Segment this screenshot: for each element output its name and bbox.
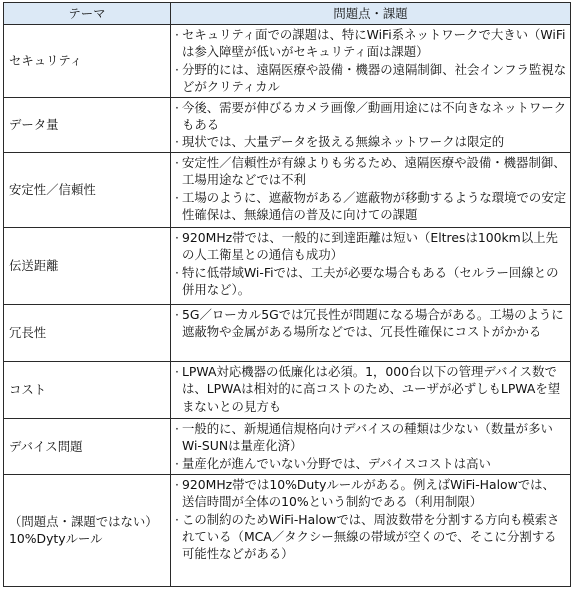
list-item: · この制約のためWiFi-Halowでは、周波数帯を分割する方向も模索されている（MCA／タクシー無線の帯域が空くので、そこに分割する可能性などがある） <box>175 511 567 563</box>
topic-cell <box>4 227 171 304</box>
header-row <box>4 3 571 25</box>
list-item: · 安定性／信頼性が有線よりも劣るため、遠隔医療や設備・機器制御、工場用途などでは不利 <box>175 154 566 188</box>
point-text: この制約のためWiFi-Halowでは、周波数帯を分割する方向も模索されている（MCA／タクシー無線の帯域が空くので、そこに分割する可能性などがある） <box>182 511 560 562</box>
issues-cell <box>171 304 571 361</box>
point-text: 今後、需要が伸びるカメラ画像／動画用途には不向きなネットワークもある <box>182 99 567 133</box>
point-text: LPWA対応機器の低廉化は必須。1，000台以下の管理デバイス数では、LPWAは相対的に高コストのため、ユーザが必ずしもLPWAを望まないとの見方も <box>182 363 561 414</box>
point-text: 一般的に、新規通信規格向けデバイスの種類は少ない（数量が多いWi-SUNは量産化済） <box>182 420 553 454</box>
topic-label: 10%Dytyルール <box>9 531 103 547</box>
point-text: 特に低帯域Wi-Fiでは、工夫が必要な場合もある（セルラー回線との併用など）。 <box>182 264 559 298</box>
point-text: 5G／ローカル5Gでは冗長性が問題になる場合がある。工場のように遮蔽物や金属がある場所などでは、冗長性確保にコストがかかる <box>182 306 564 340</box>
issues-cell <box>171 227 571 304</box>
header-theme: テーマ <box>4 3 171 25</box>
issues-cell <box>171 361 571 418</box>
topic-label: デバイス問題 <box>9 438 83 454</box>
list-item: · 現状では、大量データを扱える無線ネットワークは限定的 <box>175 133 567 150</box>
list-item: · 分野的には、遠隔医療や設備・機器の遠隔制御、社会インフラ監視などがクリティカル <box>175 61 567 95</box>
table-row <box>4 97 571 152</box>
topic-label: データ量 <box>9 117 59 133</box>
issues-cell <box>171 152 571 227</box>
issues-cell <box>171 418 571 474</box>
topic-cell <box>4 97 171 152</box>
issues-cell <box>171 474 571 586</box>
point-text: 分野的には、遠隔医療や設備・機器の遠隔制御、社会インフラ監視などがクリティカル <box>182 61 567 95</box>
point-text: セキュリティ面での課題は、特にWiFi系ネットワークで大きい（WiFiは参入障壁が低いがセキュリティ面は課題） <box>182 27 566 60</box>
topic-cell <box>4 361 171 418</box>
point-text: 量産化が進んでいない分野では、デバイスコストは高い <box>182 455 491 471</box>
list-item: · 920MHz帯では、一般的に到達距離は短い（Eltresは100km以上先の人工衛星との通信も成功） <box>175 229 567 264</box>
topic-cell <box>4 304 171 361</box>
topic-label: セキュリティ <box>9 53 83 69</box>
topic-label: 安定性／信頼性 <box>9 182 96 198</box>
list-item: · 920MHz帯では10%Dutyルールがある。例えばWiFi-Halowでは、送信時間が全体の10%という制約である（利用制限） <box>175 476 567 511</box>
list-item: · 工場のように、遮蔽物がある／遮蔽物が移動するような環境での安定性確保は、無線通信の普及に向けての課題 <box>175 189 567 223</box>
list-item: · LPWA対応機器の低廉化は必須。1，000台以下の管理デバイス数では、LPWAは相対的に高コストのため、ユーザが必ずしもLPWAを望まないとの見方も <box>175 363 567 415</box>
topic-label: 冗長性 <box>9 325 47 341</box>
list-item: · 量産化が進んでいない分野では、デバイスコストは高い <box>175 455 567 472</box>
point-text: 安定性／信頼性が有線よりも劣るため、遠隔医療や設備・機器制御、工場用途などでは不利 <box>182 154 566 188</box>
list-item: · 今後、需要が伸びるカメラ画像／動画用途には不向きなネットワークもある <box>175 99 567 133</box>
topic-label: （問題点・課題ではない） <box>9 514 158 530</box>
table-row <box>4 304 571 361</box>
list-item: · 5G／ローカル5Gでは冗長性が問題になる場合がある。工場のように遮蔽物や金属がある場所などでは、冗長性確保にコストがかかる <box>175 306 567 341</box>
table-row <box>4 361 571 418</box>
point-text: 現状では、大量データを扱える無線ネットワークは限定的 <box>182 134 505 150</box>
point-text: 920MHz帯では、一般的に到達距離は短い（Eltresは100km以上先の人工衛星との通信も成功） <box>182 229 558 263</box>
table-row <box>4 227 571 304</box>
topic-cell <box>4 152 171 227</box>
issues-cell <box>171 25 571 98</box>
header-issues: 問題点・課題 <box>171 3 571 25</box>
topic-cell <box>4 474 171 586</box>
list-item: · セキュリティ面での課題は、特にWiFi系ネットワークで大きい（WiFiは参入障壁が低いがセキュリティ面は課題） <box>175 27 566 60</box>
point-text: 920MHz帯では10%Dutyルールがある。例えばWiFi-Halowでは、送信時間が全体の10%という制約である（利用制限） <box>182 476 555 510</box>
list-item: · 一般的に、新規通信規格向けデバイスの種類は少ない（数量が多いWi-SUNは量産化済） <box>175 420 567 455</box>
table-row <box>4 152 571 227</box>
list-item: · 特に低帯域Wi-Fiでは、工夫が必要な場合もある（セルラー回線との併用など）。 <box>175 264 567 299</box>
issues-table <box>3 2 571 587</box>
issues-cell <box>171 97 571 152</box>
table-row <box>4 25 571 98</box>
topic-label: コスト <box>9 382 47 398</box>
topic-label: 伝送距離 <box>9 258 59 274</box>
point-text: 工場のように、遮蔽物がある／遮蔽物が移動するような環境での安定性確保は、無線通信の普及に向けての課題 <box>182 189 567 223</box>
table-row <box>4 418 571 474</box>
table-row <box>4 474 571 586</box>
topic-cell <box>4 418 171 474</box>
topic-cell <box>4 25 171 98</box>
